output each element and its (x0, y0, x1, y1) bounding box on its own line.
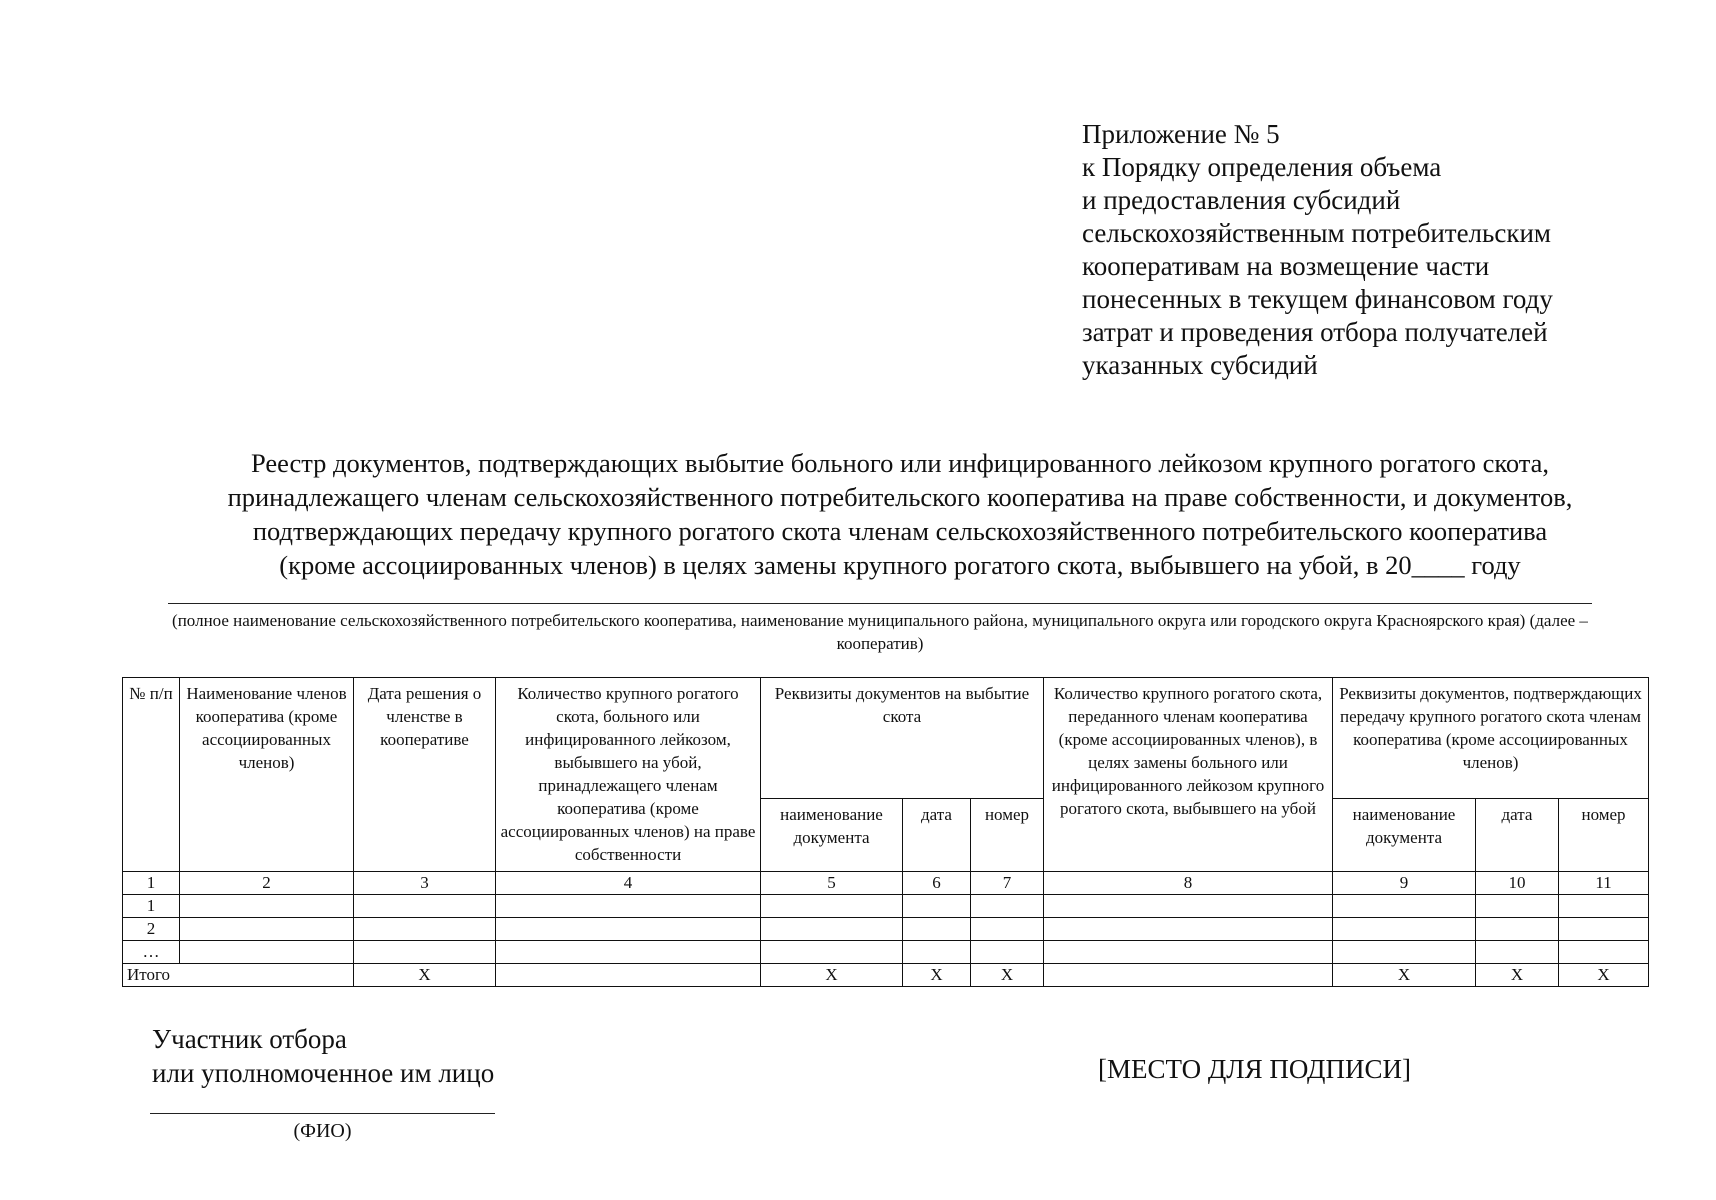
title-line: принадлежащего членам сельскохозяйственного потребительского кооператива на праве собственности, и документов, (227, 482, 1573, 512)
table-row (123, 918, 1649, 941)
table-cell (1476, 918, 1559, 941)
participant-label: Участник отбора (152, 1024, 347, 1054)
column-number: 5 (761, 872, 903, 895)
column-number: 3 (354, 872, 496, 895)
table-cell (180, 918, 354, 941)
column-number: 6 (903, 872, 971, 895)
participant-block (152, 1022, 494, 1090)
header-cattle-disposed: Количество крупного рогатого скота, больного или инфицированного лейкозом, выбывшего на убой, принадлежащего членам кооператива (кроме ассоциированных членов) на праве собственности (496, 678, 761, 872)
total-x-mark: Х (1476, 964, 1559, 987)
table-row (123, 941, 1649, 964)
appendix-line: сельскохозяйственным потребительским (1082, 218, 1551, 248)
appendix-line: кооперативам на возмещение части (1082, 251, 1490, 281)
registry-table (122, 677, 1649, 987)
appendix-line: Приложение № 5 (1082, 119, 1280, 149)
table-cell (354, 941, 496, 964)
table-cell (1333, 895, 1476, 918)
table-cell (1476, 941, 1559, 964)
column-number: 1 (123, 872, 180, 895)
table-cell (1044, 895, 1333, 918)
subheader-doc-name: наименование документа (1333, 799, 1476, 872)
table-cell (1044, 941, 1333, 964)
table-header-row (123, 678, 1649, 799)
header-transfer-docs: Реквизиты документов, подтверждающих передачу крупного рогатого скота членам кооператива (кроме ассоциированных членов) (1333, 678, 1649, 799)
column-number: 8 (1044, 872, 1333, 895)
signature-placeholder: [МЕСТО ДЛЯ ПОДПИСИ] (1098, 1054, 1411, 1084)
table-cell (761, 918, 903, 941)
header-num: № п/п (123, 678, 180, 872)
table-cell (496, 895, 761, 918)
title-line: Реестр документов, подтверждающих выбытие больного или инфицированного лейкозом крупного рогатого скота, (250, 448, 1550, 478)
table-cell (903, 941, 971, 964)
table-cell (761, 895, 903, 918)
table-cell (1559, 918, 1649, 941)
table-cell (1333, 941, 1476, 964)
total-x-mark: Х (354, 964, 496, 987)
subheader-doc-date: дата (903, 799, 971, 872)
column-numbers-row (123, 872, 1649, 895)
column-number: 11 (1559, 872, 1649, 895)
subheader-doc-date: дата (1476, 799, 1559, 872)
appendix-line: к Порядку определения объема (1082, 152, 1442, 182)
header-decision-date: Дата решения о членстве в кооперативе (354, 678, 496, 872)
column-number: 4 (496, 872, 761, 895)
table-cell (496, 941, 761, 964)
table-cell (496, 964, 761, 987)
cooperative-name-caption: (полное наименование сельскохозяйственного потребительского кооператива, наименование муниципального района, муниципального округа или городского округа Красноярского края) (далее – кооператив) (172, 611, 1588, 653)
table-cell (971, 918, 1044, 941)
total-x-mark: Х (1333, 964, 1476, 987)
column-number: 2 (180, 872, 354, 895)
document-title (140, 446, 1660, 582)
table-cell (354, 918, 496, 941)
title-line: подтверждающих передачу крупного рогатого скота членам сельскохозяйственного потребительского кооператива (252, 516, 1548, 546)
column-number: 7 (971, 872, 1044, 895)
total-x-mark: Х (971, 964, 1044, 987)
table-cell (1559, 941, 1649, 964)
header-disposal-docs: Реквизиты документов на выбытие скота (761, 678, 1044, 799)
table-cell (1044, 964, 1333, 987)
fio-signature-line (150, 1113, 495, 1114)
header-member-names: Наименование членов кооператива (кроме ассоциированных членов) (180, 678, 354, 872)
table-cell (1476, 895, 1559, 918)
total-x-mark: Х (761, 964, 903, 987)
total-row (123, 964, 1649, 987)
table-cell (903, 918, 971, 941)
row-num: 1 (123, 895, 180, 918)
table-cell (1559, 895, 1649, 918)
total-label: Итого (123, 964, 354, 987)
appendix-line: указанных субсидий (1082, 350, 1318, 380)
table-cell (496, 918, 761, 941)
table-row (123, 895, 1649, 918)
table-cell (354, 895, 496, 918)
row-num: … (123, 941, 180, 964)
appendix-header (1082, 118, 1642, 382)
table-cell (180, 941, 354, 964)
subheader-doc-number: номер (1559, 799, 1649, 872)
subheader-doc-number: номер (971, 799, 1044, 872)
table-cell (1333, 918, 1476, 941)
table-cell (1044, 918, 1333, 941)
fio-caption: (ФИО) (293, 1120, 352, 1142)
appendix-line: и предоставления субсидий (1082, 185, 1401, 215)
row-num: 2 (123, 918, 180, 941)
appendix-line: понесенных в текущем финансовом году (1082, 284, 1553, 314)
table-cell (180, 895, 354, 918)
cooperative-name-line (168, 603, 1592, 604)
header-cattle-transferred: Количество крупного рогатого скота, переданного членам кооператива (кроме ассоциированных членов), в целях замены больного или инфицированного лейкозом крупного рогатого скота, выбывшего на убой (1044, 678, 1333, 872)
table-cell (903, 895, 971, 918)
subheader-doc-name: наименование документа (761, 799, 903, 872)
title-line: (кроме ассоциированных членов) в целях замены крупного рогатого скота, выбывшего на убой, в 20____ году (279, 550, 1521, 580)
total-x-mark: Х (903, 964, 971, 987)
appendix-line: затрат и проведения отбора получателей (1082, 317, 1548, 347)
column-number: 9 (1333, 872, 1476, 895)
table-cell (761, 941, 903, 964)
table-cell (971, 941, 1044, 964)
participant-label: или уполномоченное им лицо (152, 1058, 495, 1088)
column-number: 10 (1476, 872, 1559, 895)
table-cell (971, 895, 1044, 918)
total-x-mark: Х (1559, 964, 1649, 987)
